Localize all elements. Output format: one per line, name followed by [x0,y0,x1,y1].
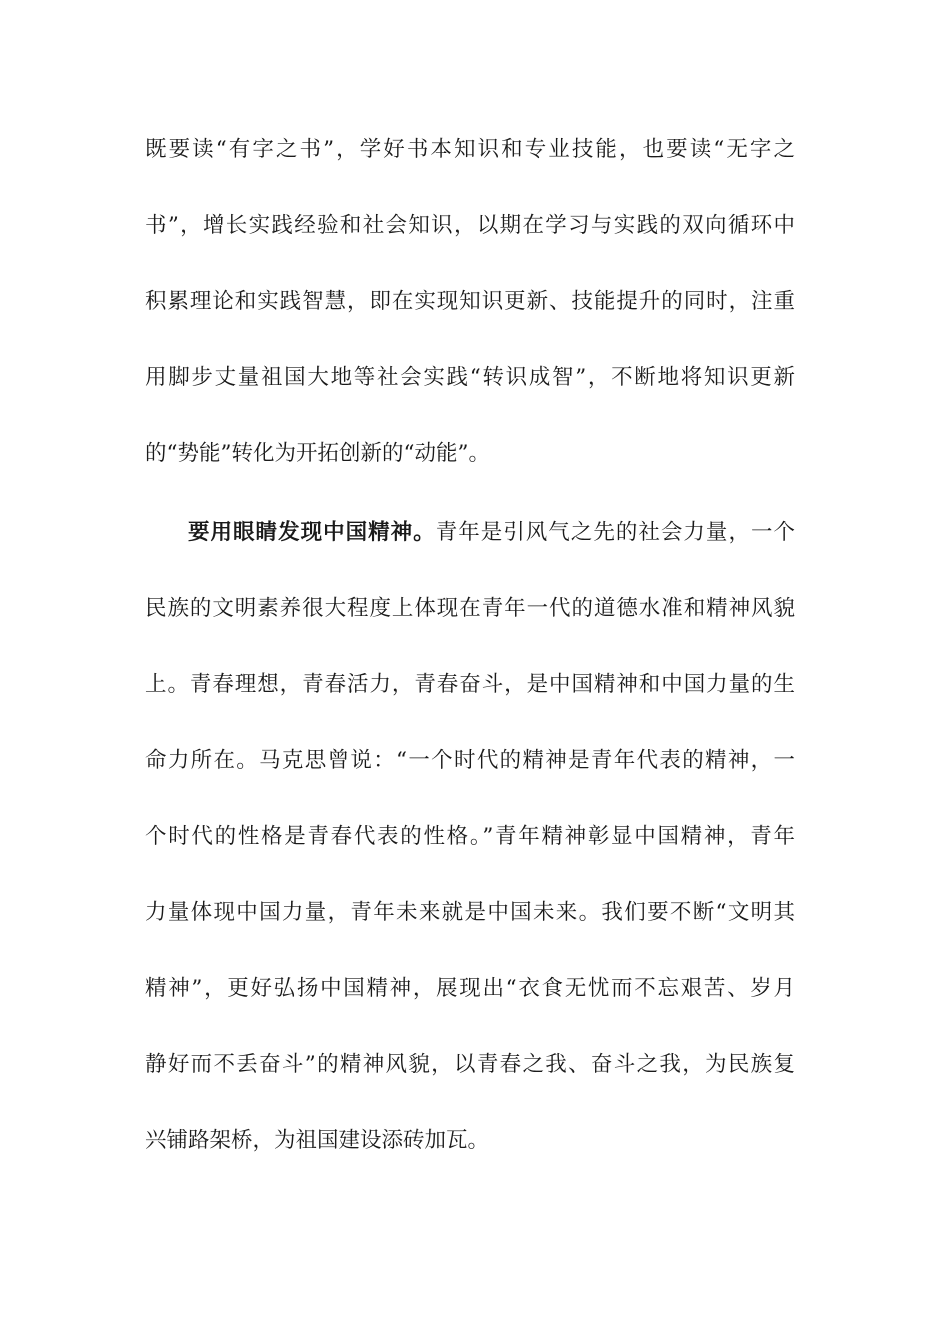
paragraph-line: 个时代的性格是青春代表的性格。”青年精神彰显中国精神，青年 [145,824,795,849]
paragraph-line: 兴铺路架桥，为祖国建设添砖加瓦。 [145,1128,490,1153]
paragraph-line: 静好而不丢奋斗”的精神风貌，以青春之我、奋斗之我，为民族复 [145,1052,795,1077]
paragraph-line: 上。青春理想，青春活力，青春奋斗，是中国精神和中国力量的生 [145,672,795,697]
paragraph-first-line-text: 青年是引风气之先的社会力量，一个 [435,520,795,545]
paragraph-line: 民族的文明素养很大程度上体现在青年一代的道德水准和精神风貌 [145,596,795,621]
paragraph-line: 书”，增长实践经验和社会知识，以期在学习与实践的双向循环中 [145,213,795,238]
paragraph-line: 精神”，更好弘扬中国精神，展现出“衣食无忧而不忘艰苦、岁月 [145,976,795,1001]
paragraph-line: 积累理论和实践智慧，即在实现知识更新、技能提升的同时，注重 [145,289,795,314]
paragraph-line: 力量体现中国力量，青年未来就是中国未来。我们要不断“文明其 [145,900,795,925]
paragraph-lead-heading: 要用眼睛发现中国精神。 [188,520,436,545]
paragraph-line: 既要读“有字之书”，学好书本知识和专业技能，也要读“无字之 [145,137,795,162]
paragraph-line: 的“势能”转化为开拓创新的“动能”。 [145,441,490,466]
paragraph-line: 命力所在。马克思曾说：“一个时代的精神是青年代表的精神，一 [145,748,795,773]
paragraph-line: 用脚步丈量祖国大地等社会实践“转识成智”，不断地将知识更新 [145,365,795,390]
paragraph-first-line [188,518,795,548]
